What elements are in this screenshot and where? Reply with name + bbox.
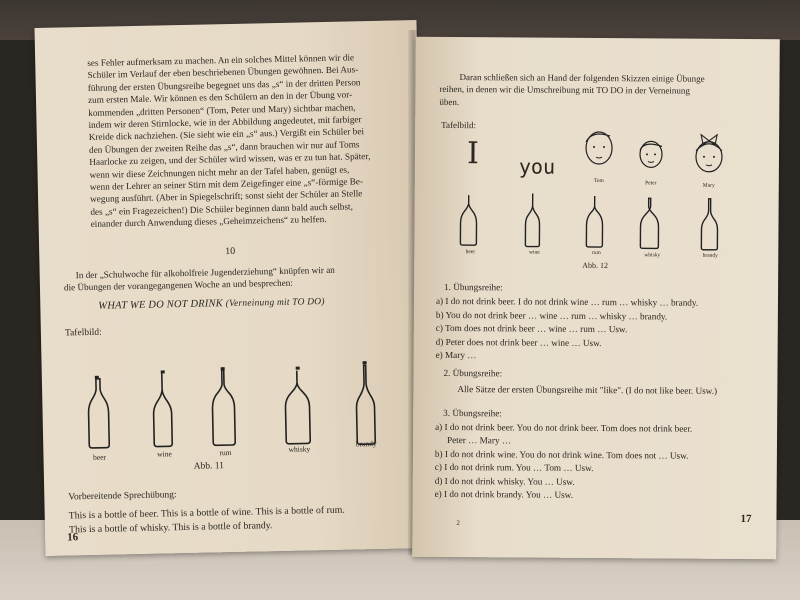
text-line: ses Fehler aufmerksam zu machen. An ein solches Mittel können wir die [87,52,355,68]
list-item: e) Mary … [435,349,477,361]
text-line: In der „Schulwoche für alkoholfreie Jugenderziehung“ knüpfen wir an [75,264,335,281]
section-intro [64,264,336,294]
text-line: Kreide dick nachziehen. (Sie sieht wie ein „s“ aus.) Vergißt ein Schüler bei [88,126,365,143]
text-line: wenn wir diese Zeichnungen nicht mehr an der Tafel haben, genügt es, [89,164,350,180]
person-label: Tom [593,177,604,185]
text-line: einander durch Anwendung dieses „Geheimzeichens“ zu helfen. [90,214,327,230]
bottle-icon [586,196,602,247]
practice-text [69,504,346,538]
left-intro-paragraph [87,51,372,231]
bottle-label: rum [591,249,601,257]
text-line: Schüler im Verlauf der eben beschriebenen Übungen gewöhnen. Bei Aus- [87,64,359,81]
bottle-label: brandy [355,438,377,449]
heading-note: (Verneinung mit TO DO) [225,297,325,310]
list-item: d) I do not drink whisky. You … Usw. [434,475,575,487]
bottle-label: rum [219,448,232,458]
practice-title: Vorbereitende Sprechübung: [68,490,177,503]
list-item: a) I do not drink beer. You do not drink beer. Tom does not drink beer. [435,421,693,434]
text-line: indem wir deren Stirnlocke, wie in der Abbildung angedeutet, mit farbiger [88,114,362,130]
bottle-icon [640,198,658,248]
figure-caption: Abb. 11 [193,461,225,472]
text-line: reihen, in denen wir die Umschreibung mit TO DO in der Verneinung [439,84,690,97]
bottle-label: whisky [644,252,661,259]
figure-caption: Abb. 12 [582,260,609,271]
text-line: den Übungen der zweiten Reihe das „s“, dann brauchen wir nur auf Toms [88,139,360,155]
text-line: wenn der Lehrer an seiner Stirn mit dem Zeigefinger eine „s“-förmige Be- [89,176,364,192]
girl-face-icon [696,135,722,172]
text-line: führung der ersten Übungsreihe begegnet uns das „s“ in der dritten Person [87,77,361,93]
list-item: d) Peter does not drink beer … wine … Usw. [435,336,602,348]
series-3-title: 3. Übungsreihe: [443,407,502,419]
text-line: This is a bottle of beer. This is a bottle of wine. This is a bottle of rum. [68,504,345,522]
bottle-icon [460,195,476,245]
tafelbild-label: Tafelbild: [64,327,102,339]
person-label: Peter [645,180,657,187]
text-line: Haarlocke zu zeigen, und der Schüler wird wissen, was er zu tun hat. Später, [89,151,371,168]
text-line: Daran schließen sich an Hand der folgenden Skizzen einige Übunge [459,72,705,84]
series-1-title: 1. Übungsreihe: [444,281,503,293]
list-item: c) Tom does not drink beer … wine … rum … Usw. [435,322,628,335]
bottle-icon [701,199,717,250]
text-line: This is a bottle of whisky. This is a bottle of brandy. [68,520,273,536]
boy-face-icon [586,132,612,164]
bottle-label: beer [92,452,107,462]
bottle-icon [525,194,539,247]
text-line: kommenden „dritten Personen“ (Tom, Peter und Mary) sichtbar machen, [88,101,356,118]
bottle-label: beer [465,249,476,256]
bottle-label: wine [528,249,540,256]
section-number: 10 [225,245,236,258]
list-item: b) You do not drink beer … wine … rum … whisky … brandy. [435,309,668,321]
bottle-label: brandy [702,252,718,259]
person-label: Mary [702,182,715,189]
list-item: Peter … Mary … [446,435,512,446]
text-line: des „s“ ein Fragezeichen!) Die Schüler beginnen dann bald auch selbst, [90,201,353,217]
right-intro-paragraph [439,71,704,110]
page-number: 16 [67,531,79,544]
left-page [35,20,428,556]
right-page [412,37,780,560]
boy-face-icon [640,141,662,167]
bottle-icon [153,370,173,446]
pronoun-you: you [518,154,556,179]
text-line: wegung ausführt. (Aber in Spiegelschrift; sonst sieht der Schüler an Stelle [90,188,363,205]
signature-mark: 2 [456,519,460,528]
bottle-label: whisky [288,444,311,454]
bottle-icon [212,367,236,445]
list-item: c) I do not drink rum. You … Tom … Usw. [434,462,594,474]
heading-main: WHAT WE DO NOT DRINK [98,298,224,312]
bottle-icon [88,376,110,448]
tafelbild-label: Tafelbild: [441,119,477,131]
bottle-icon [356,361,376,444]
list-item: a) I do not drink beer. I do not drink wine … rum … whisky … brandy. [435,295,699,308]
pronoun-i: I [466,136,479,172]
list-item: b) I do not drink wine. You do not drink wine. Tom does not … Usw. [434,448,689,461]
text-line: üben. [439,96,460,107]
series-2-text: Alle Sätze der ersten Übungsreihe mit "like". (I do not like beer. Usw.) [457,384,718,396]
bottle-label: wine [157,449,172,459]
list-item: e) I do not drink brandy. You … Usw. [434,488,574,500]
page-number: 17 [740,513,752,526]
series-1-list [436,295,699,364]
bottles-illustration [41,338,425,436]
series-3-list [435,421,693,503]
text-line: zum ersten Male. Wir können es den Schülern an den in der Übung vor- [87,89,353,106]
series-2-title: 2. Übungsreihe: [443,367,503,379]
text-line: die Übungen der vorangegangenen Woche an und besprechen: [63,278,293,293]
exercise-heading [98,296,325,312]
bottle-icon [285,366,311,443]
